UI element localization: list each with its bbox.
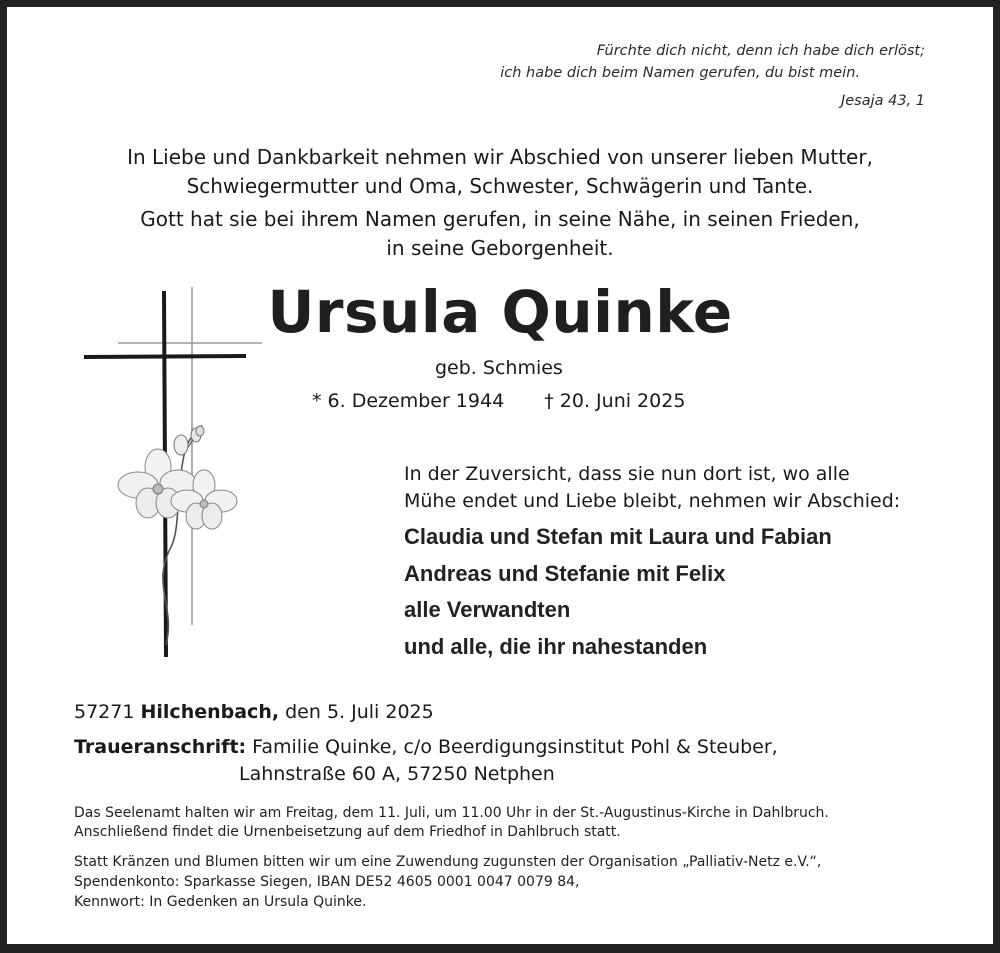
donation-line-2: Spendenkonto: Sparkasse Siegen, IBAN DE52 4605 0001 0047 0079 84, bbox=[74, 874, 580, 890]
mourner-4: und alle, die ihr nahestanden bbox=[404, 634, 708, 659]
service-line-2: Anschließend findet die Urnenbeisetzung auf dem Friedhof in Dahlbruch statt. bbox=[74, 824, 621, 840]
death-date: † 20. Juni 2025 bbox=[544, 390, 686, 412]
notice-date: den 5. Juli 2025 bbox=[285, 701, 434, 723]
intro-line-1: In Liebe und Dankbarkeit nehmen wir Abschied von unserer lieben Mutter, bbox=[127, 145, 873, 169]
mourner-3: alle Verwandten bbox=[404, 597, 571, 622]
mourning-address bbox=[74, 734, 778, 788]
donation-line-3: Kennwort: In Gedenken an Ursula Quinke. bbox=[74, 894, 367, 910]
farewell-line-1: In der Zuversicht, dass sie nun dort ist, wo alle bbox=[404, 463, 850, 485]
intro-line-2: Schwiegermutter und Oma, Schwester, Schwägerin und Tante. bbox=[186, 174, 814, 198]
zip-code: 57271 bbox=[74, 701, 135, 723]
verse-line-2: ich habe dich beim Namen gerufen, du bist mein. bbox=[500, 65, 860, 81]
verse-line-1: Fürchte dich nicht, denn ich habe dich erlöst; bbox=[596, 43, 925, 59]
mourner-1: Claudia und Stefan mit Laura und Fabian bbox=[404, 524, 832, 549]
birth-date: * 6. Dezember 1944 bbox=[312, 390, 505, 412]
address-line-1: Familie Quinke, c/o Beerdigungsinstitut Pohl & Steuber, bbox=[252, 736, 778, 758]
address-line-2: Lahnstraße 60 A, 57250 Netphen bbox=[239, 763, 555, 785]
life-dates bbox=[312, 390, 685, 412]
city: Hilchenbach, bbox=[140, 701, 280, 723]
service-line-1: Das Seelenamt halten wir am Freitag, dem 11. Juli, um 11.00 Uhr in der St.-Augustinus-Kirche in Dahlbruch. bbox=[74, 805, 829, 821]
birth-name: geb. Schmies bbox=[435, 357, 563, 379]
verse-source: Jesaja 43, 1 bbox=[840, 93, 925, 109]
donation-line-1: Statt Kränzen und Blumen bitten wir um eine Zuwendung zugunsten der Organisation „Palliativ-Netz e.V.“, bbox=[74, 854, 822, 870]
mourner-2: Andreas und Stefanie mit Felix bbox=[404, 561, 726, 586]
place-date bbox=[74, 701, 434, 723]
intro-line-4: in seine Geborgenheit. bbox=[386, 236, 614, 260]
deceased-name: Ursula Quinke bbox=[267, 278, 733, 346]
farewell-line-2: Mühe endet und Liebe bleibt, nehmen wir Abschied: bbox=[404, 490, 901, 512]
intro-line-3: Gott hat sie bei ihrem Namen gerufen, in seine Nähe, in seinen Frieden, bbox=[140, 207, 860, 231]
address-label: Traueranschrift: bbox=[74, 736, 247, 758]
